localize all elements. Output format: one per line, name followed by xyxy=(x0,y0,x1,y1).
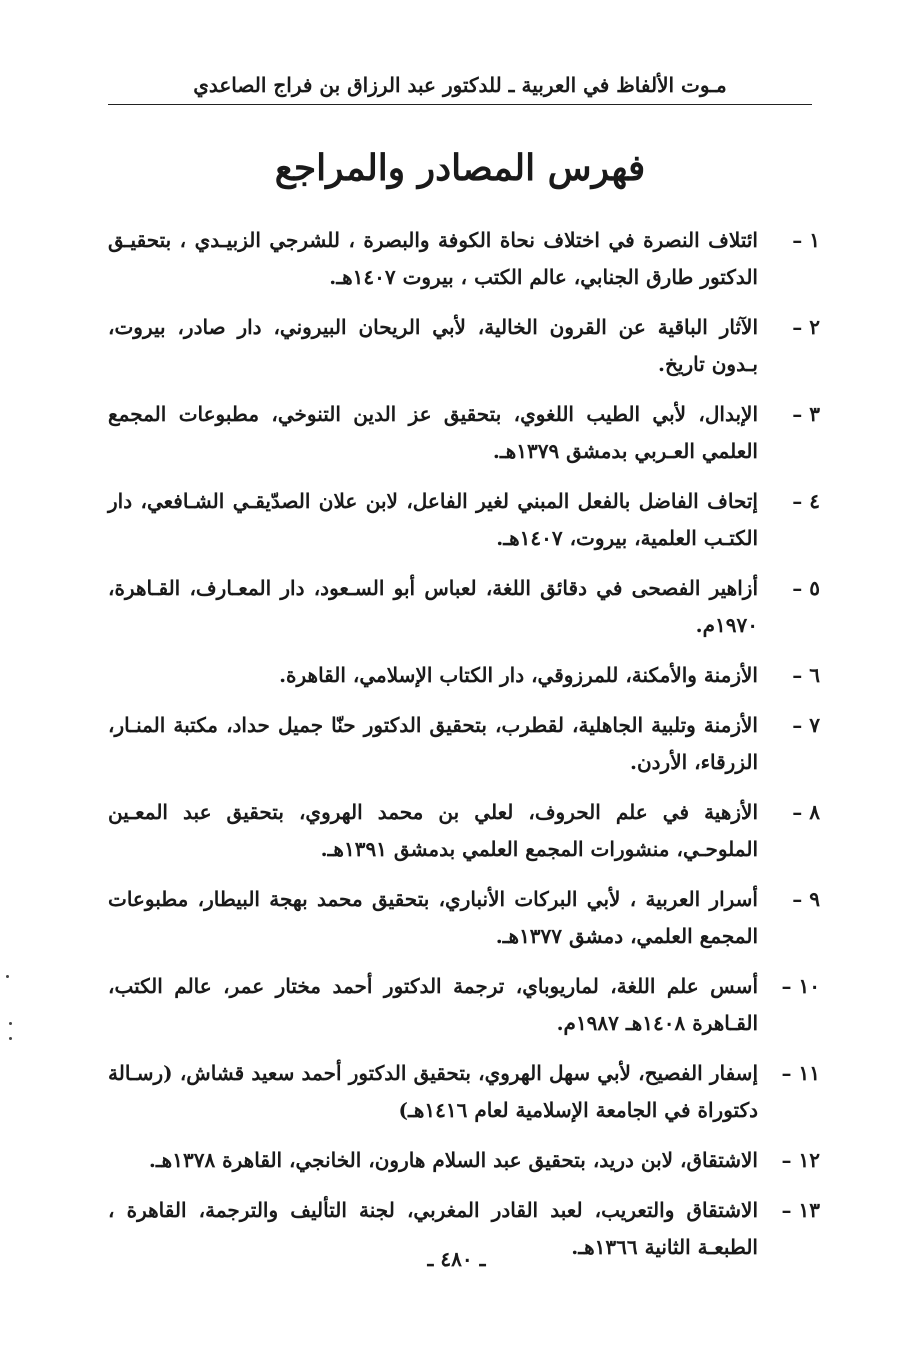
reference-text: إسفار الفصيح، لأبي سهل الهروي، بتحقيق الدكتور أحمد سعيد قشاش، (رسـالة دكتوراة في الجامعة الإسلامية لعام ١٤١٦هـ) xyxy=(108,1061,758,1122)
header-divider xyxy=(108,104,812,105)
reference-text: إتحاف الفاضل بالفعل المبني لغير الفاعل، لابن علان الصدّيقـي الشـافعي، دار الكتـب العلمية، بيروت، ١٤٠٧هـ. xyxy=(108,489,758,550)
reference-item xyxy=(108,309,820,383)
reference-item xyxy=(108,881,820,955)
scan-speck xyxy=(6,975,9,978)
reference-item xyxy=(108,570,820,644)
reference-number: ١ – xyxy=(792,228,820,252)
reference-number: ٨ – xyxy=(792,800,820,824)
reference-number: ٦ – xyxy=(792,663,820,687)
reference-text: الأزهية في علم الحروف، لعلي بن محمد الهروي، بتحقيق عبد المعـين الملوحـي، منشورات المجمع العلمي بدمشق ١٣٩١هـ. xyxy=(108,800,758,861)
reference-number: ٤ – xyxy=(792,489,820,513)
scan-speck xyxy=(9,1022,12,1025)
reference-text: أسس علم اللغة، لماريوباي، ترجمة الدكتور أحمد مختار عمر، عالم الكتب، القـاهرة ١٤٠٨هـ ١٩٨٧م. xyxy=(108,974,758,1035)
reference-item xyxy=(108,794,820,868)
page-number: ـ ٤٨٠ ـ xyxy=(427,1247,486,1271)
reference-text: الاشتقاق والتعريب، لعبد القادر المغربي، لجنة التأليف والترجمة، القاهرة ، الطبعـة الثانية ١٣٦٦هـ. xyxy=(108,1198,758,1259)
reference-text: الآثار الباقية عن القرون الخالية، لأبي الريحان البيروني، دار صادر، بيروت، بـدون تاريخ. xyxy=(108,315,758,376)
scan-speck xyxy=(9,1037,12,1040)
reference-text: الأزمنة وتلبية الجاهلية، لقطرب، بتحقيق الدكتور حنّا جميل حداد، مكتبة المنـار، الزرقاء، الأردن. xyxy=(108,713,758,774)
reference-item xyxy=(108,1055,820,1129)
reference-text: الاشتقاق، لابن دريد، بتحقيق عبد السلام هارون، الخانجي، القاهرة ١٣٧٨هـ. xyxy=(148,1148,758,1172)
reference-text: الأزمنة والأمكنة، للمرزوقي، دار الكتاب الإسلامي، القاهرة. xyxy=(279,663,758,687)
reference-text: أسرار العربية ، لأبي البركات الأنباري، بتحقيق محمد بهجة البيطار، مطبوعات المجمع العلمي، دمشق ١٣٧٧هـ. xyxy=(108,887,758,948)
reference-number: ١٢ – xyxy=(781,1148,820,1172)
reference-number: ٣ – xyxy=(792,402,820,426)
reference-number: ١١ – xyxy=(781,1061,820,1085)
reference-text: أزاهير الفصحى في دقائق اللغة، لعباس أبو السـعود، دار المعـارف، القـاهرة، ١٩٧٠م. xyxy=(108,576,758,637)
reference-text: ائتلاف النصرة في اختلاف نحاة الكوفة والبصرة ، للشرجي الزبيـدي ، بتحقيـق الدكتور طارق الجنابي، عالم الكتب ، بيروت ١٤٠٧هـ. xyxy=(108,228,758,289)
reference-item xyxy=(108,657,820,694)
reference-number: ٥ – xyxy=(792,576,820,600)
reference-text: الإبدال، لأبي الطيب اللغوي، بتحقيق عز الدين التنوخي، مطبوعات المجمع العلمي العـربي بدمشق ١٣٧٩هـ. xyxy=(108,402,758,463)
reference-item xyxy=(108,483,820,557)
reference-number: ٢ – xyxy=(792,315,820,339)
reference-number: ١٣ – xyxy=(781,1198,820,1222)
reference-number: ١٠ – xyxy=(781,974,820,998)
reference-item xyxy=(108,396,820,470)
running-header: مـوت الألفاظ في العربية ـ للدكتور عبد الرزاق بن فراج الصاعدي xyxy=(193,73,727,97)
reference-number: ٧ – xyxy=(792,713,820,737)
reference-item xyxy=(108,707,820,781)
references-list xyxy=(108,222,820,1279)
reference-item xyxy=(108,222,820,296)
reference-number: ٩ – xyxy=(792,887,820,911)
page-title: فهرس المصادر والمراجع xyxy=(274,147,646,189)
reference-item xyxy=(108,968,820,1042)
reference-item xyxy=(108,1142,820,1179)
